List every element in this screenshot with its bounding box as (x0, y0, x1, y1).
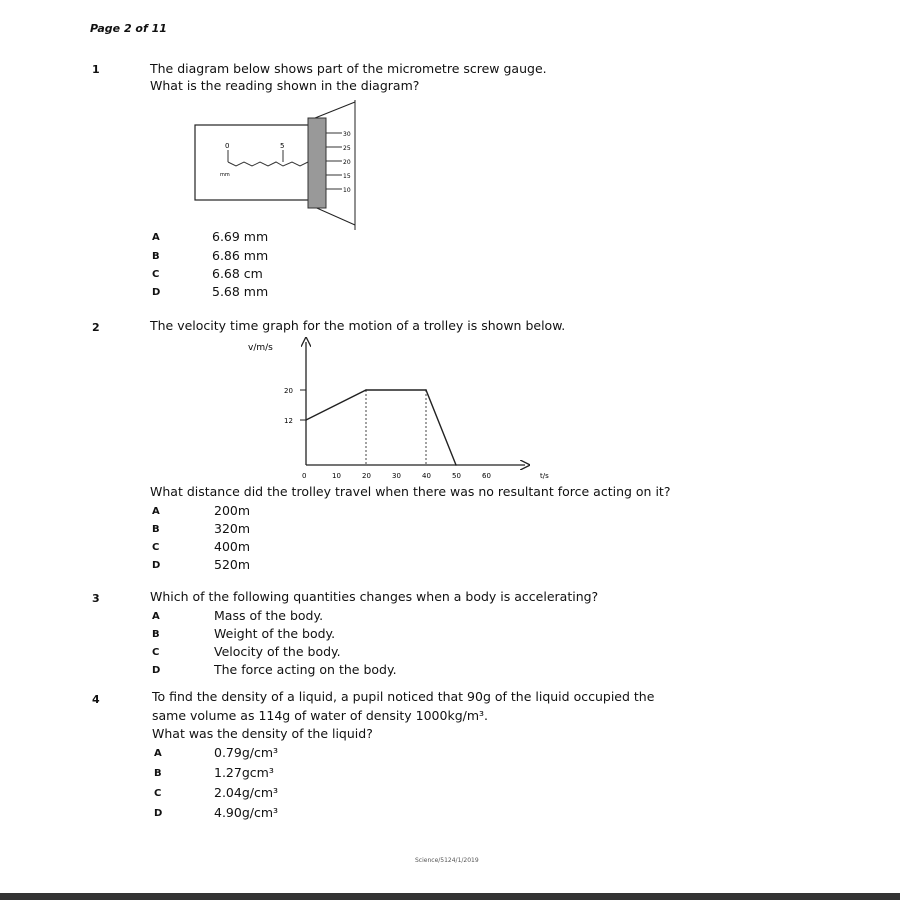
question-text: The velocity time graph for the motion of a trolley is shown below. (150, 318, 566, 333)
sleeve-label: 5 (280, 142, 285, 150)
question-number: 4 (92, 693, 100, 706)
option-letter: B (152, 524, 160, 535)
data-point (425, 389, 427, 391)
question-text: What distance did the trolley travel when there was no resultant force acting on it? (150, 484, 671, 499)
thimble-label: 20 (343, 159, 351, 166)
option-text: 400m (214, 539, 251, 554)
option-text: 2.04g/cm³ (214, 785, 279, 800)
thimble-label: 25 (343, 145, 351, 152)
x-tick-label: 30 (392, 472, 401, 480)
thimble-label: 30 (343, 131, 351, 138)
data-point (365, 389, 367, 391)
option-letter: A (152, 232, 160, 243)
question-text: To find the density of a liquid, a pupil noticed that 90g of the liquid occupied the (152, 689, 655, 704)
option-letter: D (152, 560, 161, 571)
thimble-label: 10 (343, 187, 351, 194)
option-letter: B (154, 768, 162, 779)
option-text: 5.68 mm (212, 284, 269, 299)
velocity-line (306, 390, 456, 465)
data-point (305, 419, 307, 421)
velocity-time-graph (240, 330, 560, 490)
x-tick-label: 60 (482, 472, 491, 480)
option-letter: C (152, 269, 160, 280)
option-text: 520m (214, 557, 251, 572)
question-number: 2 (92, 321, 100, 334)
sleeve-label: 0 (225, 142, 230, 150)
option-text: Weight of the body. (214, 626, 336, 641)
option-text: The force acting on the body. (214, 662, 397, 677)
option-letter: A (152, 611, 160, 622)
x-tick-label: 0 (302, 472, 307, 480)
option-letter: A (152, 506, 160, 517)
option-text: 1.27gcm³ (214, 765, 274, 780)
footer-code: Science/5124/1/2019 (415, 857, 479, 864)
question-number: 3 (92, 592, 100, 605)
option-letter: B (152, 629, 160, 640)
option-letter: C (152, 542, 160, 553)
question-number: 1 (92, 63, 100, 76)
micrometer-diagram (180, 100, 380, 230)
thimble-label: 15 (343, 173, 351, 180)
page-bottom-edge (0, 893, 900, 900)
question-text: The diagram below shows part of the micrometre screw gauge. (150, 61, 547, 76)
x-tick-label: 20 (362, 472, 371, 480)
question-text: Which of the following quantities changes when a body is accelerating? (150, 589, 599, 604)
option-letter: C (152, 647, 160, 658)
question-text: same volume as 114g of water of density 1000kg/m³. (152, 708, 488, 723)
data-point (455, 464, 457, 466)
x-tick-label: 10 (332, 472, 341, 480)
x-tick-label: 40 (422, 472, 431, 480)
x-axis-label: t/s (540, 472, 549, 480)
option-text: 0.79g/cm³ (214, 745, 279, 760)
sleeve-unit: mm (220, 172, 230, 178)
y-tick-label: 20 (284, 387, 293, 395)
option-letter: D (152, 665, 161, 676)
question-text: What was the density of the liquid? (152, 726, 373, 741)
y-axis-label: v/m/s (248, 343, 273, 353)
question-text: What is the reading shown in the diagram? (150, 78, 420, 93)
option-text: 6.86 mm (212, 248, 269, 263)
option-letter: D (152, 287, 161, 298)
option-letter: D (154, 808, 163, 819)
option-text: 4.90g/cm³ (214, 805, 279, 820)
option-text: 6.69 mm (212, 229, 269, 244)
option-letter: B (152, 251, 160, 262)
y-tick-label: 12 (284, 417, 293, 425)
option-text: 320m (214, 521, 251, 536)
option-letter: C (154, 788, 162, 799)
option-text: 200m (214, 503, 251, 518)
option-text: Velocity of the body. (214, 644, 341, 659)
page-number: Page 2 of 11 (90, 22, 167, 35)
option-text: 6.68 cm (212, 266, 263, 281)
option-text: Mass of the body. (214, 608, 324, 623)
option-letter: A (154, 748, 162, 759)
x-tick-label: 50 (452, 472, 461, 480)
